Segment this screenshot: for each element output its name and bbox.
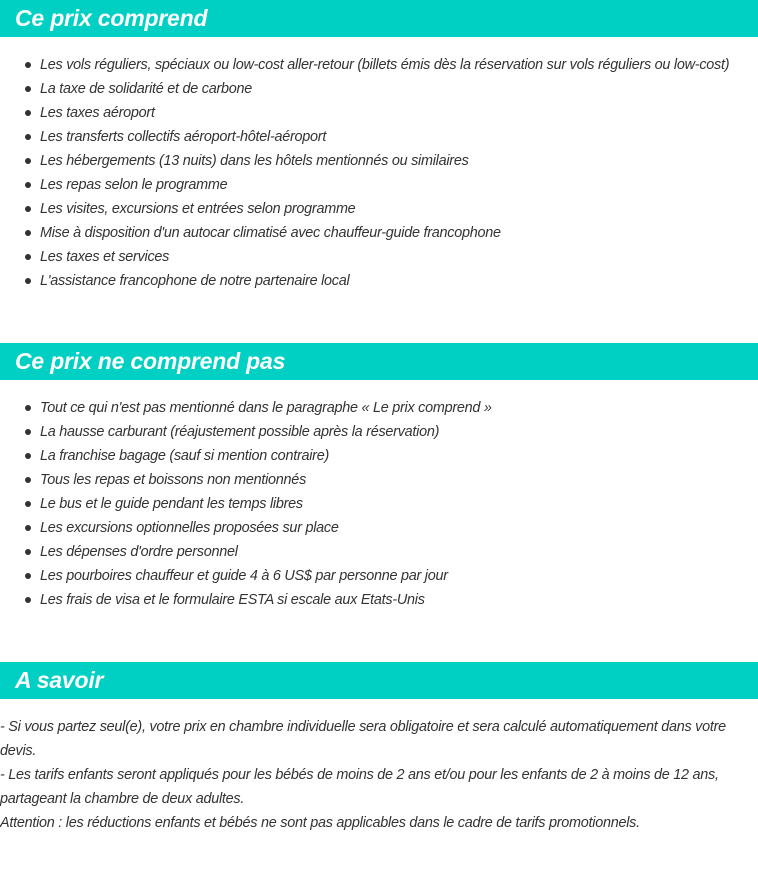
- list-item: Les taxes aéroport: [25, 101, 758, 125]
- good-to-know-header: [0, 662, 758, 699]
- bullet-icon: [25, 134, 31, 140]
- list-item: Les pourboires chauffeur et guide 4 à 6 US$ par personne par jour: [25, 564, 758, 588]
- list-item: L'assistance francophone de notre partenaire local: [25, 269, 758, 293]
- bullet-icon: [25, 182, 31, 188]
- list-item: La taxe de solidarité et de carbone: [25, 77, 758, 101]
- bullet-icon: [25, 230, 31, 236]
- list-item: Le bus et le guide pendant les temps libres: [25, 492, 758, 516]
- included-section: [0, 0, 758, 293]
- bullet-icon: [25, 525, 31, 531]
- list-item: Tous les repas et boissons non mentionnés: [25, 468, 758, 492]
- bullet-icon: [25, 453, 31, 459]
- list-item: Les dépenses d'ordre personnel: [25, 540, 758, 564]
- list-item: Tout ce qui n'est pas mentionné dans le paragraphe « Le prix comprend »: [25, 396, 758, 420]
- note-paragraph: - Les tarifs enfants seront appliqués pour les bébés de moins de 2 ans et/ou pour les enfants de 2 à moins de 12 ans, partageant la chambre de deux adultes.: [0, 767, 719, 807]
- note-paragraph: Attention : les réductions enfants et bébés ne sont pas applicables dans le cadre de tarifs promotionnels.: [0, 815, 640, 831]
- list-item: Les frais de visa et le formulaire ESTA si escale aux Etats-Unis: [25, 588, 758, 612]
- bullet-icon: [25, 158, 31, 164]
- bullet-icon: [25, 110, 31, 116]
- bullet-icon: [25, 597, 31, 603]
- included-title: Ce prix comprend: [15, 5, 208, 31]
- not-included-header: [0, 343, 758, 380]
- bullet-icon: [25, 254, 31, 260]
- good-to-know-notes: [0, 715, 758, 835]
- list-item: La hausse carburant (réajustement possible après la réservation): [25, 420, 758, 444]
- list-item: Les excursions optionnelles proposées sur place: [25, 516, 758, 540]
- bullet-icon: [25, 477, 31, 483]
- note-paragraph: - Si vous partez seul(e), votre prix en chambre individuelle sera obligatoire et sera calculé automatiquement dans votre devis.: [0, 719, 726, 759]
- list-item: Les vols réguliers, spéciaux ou low-cost aller-retour (billets émis dès la réservation sur vols réguliers ou low-cost): [25, 53, 758, 77]
- bullet-icon: [25, 278, 31, 284]
- bullet-icon: [25, 62, 31, 68]
- bullet-icon: [25, 405, 31, 411]
- bullet-icon: [25, 86, 31, 92]
- good-to-know-section: [0, 662, 758, 835]
- list-item: Les taxes et services: [25, 245, 758, 269]
- list-item: Les visites, excursions et entrées selon programme: [25, 197, 758, 221]
- bullet-icon: [25, 429, 31, 435]
- not-included-section: [0, 343, 758, 612]
- not-included-title: Ce prix ne comprend pas: [15, 348, 286, 374]
- bullet-icon: [25, 206, 31, 212]
- included-header: [0, 0, 758, 37]
- included-list: [0, 53, 758, 293]
- list-item: La franchise bagage (sauf si mention contraire): [25, 444, 758, 468]
- list-item: Les repas selon le programme: [25, 173, 758, 197]
- list-item: Mise à disposition d'un autocar climatisé avec chauffeur-guide francophone: [25, 221, 758, 245]
- list-item: Les transferts collectifs aéroport-hôtel-aéroport: [25, 125, 758, 149]
- bullet-icon: [25, 549, 31, 555]
- bullet-icon: [25, 573, 31, 579]
- good-to-know-title: A savoir: [15, 667, 104, 693]
- not-included-list: [0, 396, 758, 612]
- list-item: Les hébergements (13 nuits) dans les hôtels mentionnés ou similaires: [25, 149, 758, 173]
- bullet-icon: [25, 501, 31, 507]
